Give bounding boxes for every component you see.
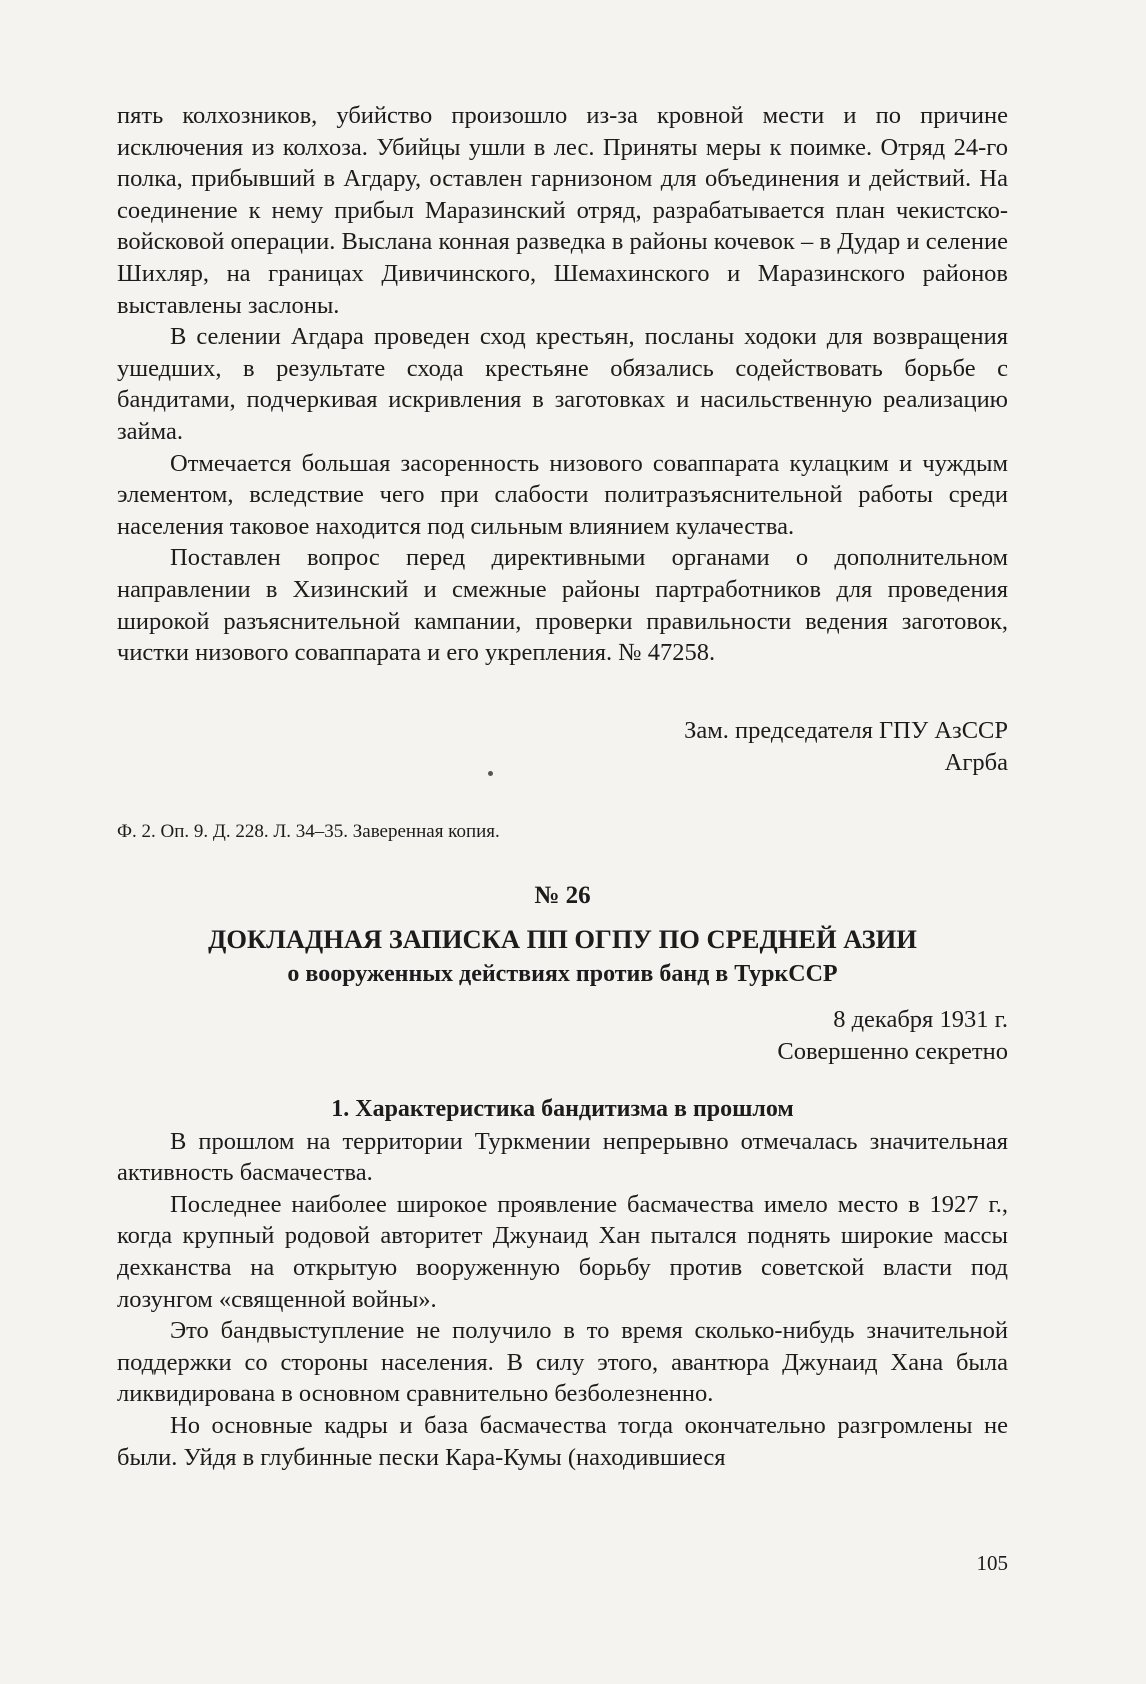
scan-speck xyxy=(488,771,493,776)
document-meta xyxy=(117,1004,1008,1067)
paragraph: Но основные кадры и база басмачества тогда окончательно разгромлены не были. Уйдя в глубинные пески Кара-Кумы (находившиеся xyxy=(117,1411,1008,1471)
paragraph: Это бандвыступление не получило в то время сколько-нибудь значительной поддержки со стороны населения. В силу этого, авантюра Джунаид Хана была ликвидирована в основном сравнительно безболезненно. xyxy=(117,1317,1008,1408)
paragraph: Поставлен вопрос перед директивными органами о дополнительном направлении в Хизинский и смежные районы партработников для проведения широкой разъяснительной кампании, проверки правильности ведения заготовок, чистки низового соваппарата и его укрепления. № 47258. xyxy=(117,544,1008,667)
archive-source-note xyxy=(117,819,1008,845)
section-heading: 1. Характеристика бандитизма в прошлом xyxy=(331,1096,794,1122)
document-body xyxy=(117,1094,1008,1473)
paragraph: В прошлом на территории Туркмении непрерывно отмечалась значительная активность басмачества. xyxy=(117,1127,1008,1187)
paragraph: пять колхозников, убийство произошло из-за кровной мести и по причине исключения из колхоза. Убийцы ушли в лес. Приняты меры к поимке. Отряд 24-го полка, прибывший в Агдару, оставлен гарнизоном для объединения и действий. На соединение к нему прибыл Маразинский отряд, разрабатывается план чекистско-войсковой операции. Выслана конная разведка в районы кочевок – в Дудар и селение Шихляр, на границах Дивичинского, Шемахинского и Маразинского районов выставлены заслоны. xyxy=(117,102,1008,319)
document-classification: Совершенно секретно xyxy=(777,1037,1008,1065)
paragraph: Последнее наиболее широкое проявление басмачества имело место в 1927 г., когда крупный родовой авторитет Джунаид Хан пытался поднять широкие массы дехканства на открытую вооруженную борьбу против советской власти под лозунгом «священной войны». xyxy=(117,1190,1008,1313)
signatory-name: Агрба xyxy=(944,748,1008,776)
document-date: 8 декабря 1931 г. xyxy=(833,1006,1008,1033)
page-number: 105 xyxy=(976,1551,1008,1575)
paragraph: Отмечается большая засоренность низового соваппарата кулацким и чуждым элементом, вследствие чего при слабости политразъяснительной работы среди населения таковое находится под сильным влиянием кулачества. xyxy=(117,449,1008,540)
paragraph: В селении Агдара проведен сход крестьян, посланы ходоки для возвращения ушедших, в результате схода крестьяне обязались содействовать борьбе с бандитами, подчеркивая искривления в заготовках и насильственную реализацию займа. xyxy=(117,323,1008,445)
document-subtitle: о вооруженных действиях против банд в ТуркССР xyxy=(287,961,838,987)
document-header xyxy=(117,880,1008,990)
source-note-text: Ф. 2. Оп. 9. Д. 228. Л. 34–35. Заверенная копия. xyxy=(117,821,500,842)
document-title: ДОКЛАДНАЯ ЗАПИСКА ПП ОГПУ ПО СРЕДНЕЙ АЗИИ xyxy=(208,924,917,954)
document-number: № 26 xyxy=(534,882,591,909)
signatory-position: Зам. председателя ГПУ АзССР xyxy=(684,717,1008,744)
signature-block xyxy=(117,715,1008,778)
previous-document-continuation xyxy=(117,100,1008,669)
